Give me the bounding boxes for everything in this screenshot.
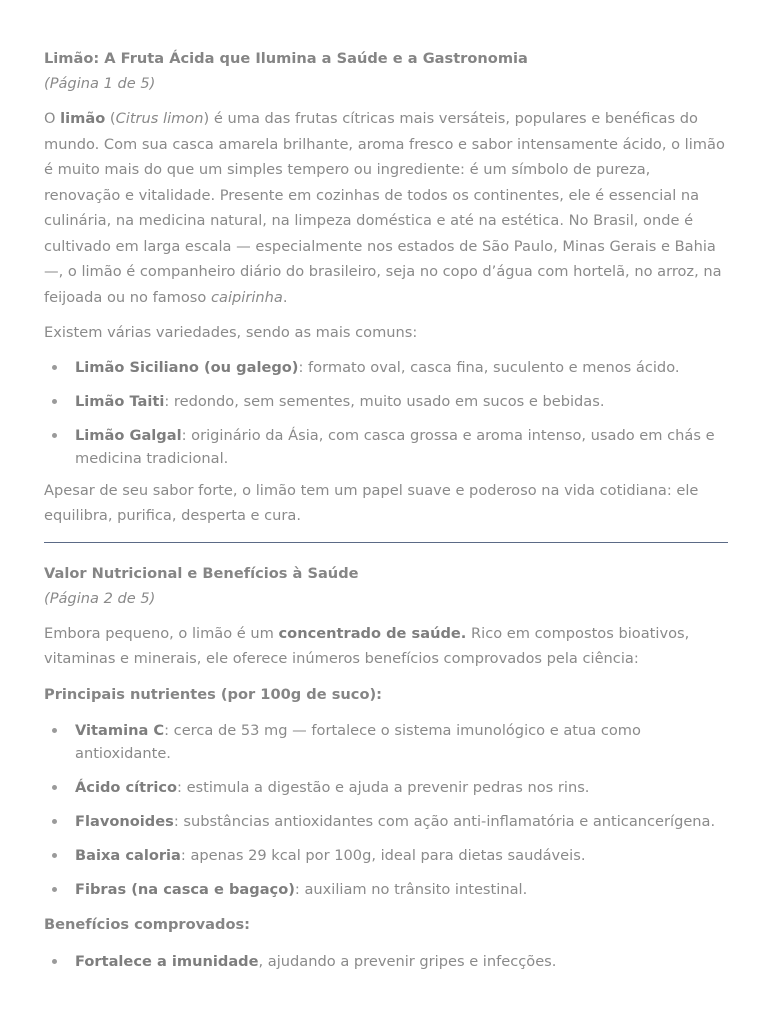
scientific-name: Citrus limon [115, 110, 204, 127]
benefits-heading: Benefícios comprovados: [44, 916, 251, 933]
concentrado-term: concentrado de saúde. [278, 624, 467, 642]
document-content [44, 46, 728, 984]
benefits-list [44, 950, 728, 973]
section2-title: Valor Nutricional e Benefícios à Saúde [44, 564, 359, 582]
list-item: Fibras (na casca e bagaço): auxiliam no trânsito intestinal. [44, 878, 728, 901]
list-item: Ácido cítrico: estimula a digestão e ajuda a prevenir pedras nos rins. [44, 776, 728, 799]
list-item: Baixa caloria: apenas 29 kcal por 100g, ideal para dietas saudáveis. [44, 844, 728, 867]
section2-intro-paragraph: Embora pequeno, o limão é um concentrado de saúde. Rico em compostos bioativos, vitaminas e minerais, ele oferece inúmeros benefícios comprovados pela ciência: [44, 624, 690, 667]
list-item: Limão Galgal: originário da Ásia, com casca grossa e aroma intenso, usado em chás e medicina tradicional. [44, 424, 728, 470]
list-item: Limão Siciliano (ou galego): formato oval, casca fina, suculento e menos ácido. [44, 356, 728, 379]
list-item: Fortalece a imunidade, ajudando a prevenir gripes e infecções. [44, 950, 728, 973]
limao-term: limão [60, 110, 106, 127]
section1-intro-paragraph: O limão (Citrus limon) é uma das frutas cítricas mais versáteis, populares e benéficas do mundo. Com sua casca amarela brilhante, aroma fresco e sabor intensamente ácido, o limão é muito mais do que um simples tempero ou ingrediente: é um símbolo de pureza, renovação e vitalidade. Presente em cozinhas de todos os continentes, ele é essencial na culinária, na medicina natural, na limpeza doméstica e até na estética. No Brasil, onde é cultivado em larga escala — especialmente nos estados de São Paulo, Minas Gerais e Bahia —, o limão é companheiro diário do brasileiro, seja no copo d’água com hortelã, no arroz, na feijoada ou no famoso caipirinha. [44, 110, 725, 306]
varieties-intro: Existem várias variedades, sendo as mais comuns: [44, 324, 418, 341]
caipirinha-term: caipirinha [210, 288, 283, 306]
varieties-list [44, 356, 728, 470]
list-item: Limão Taiti: redondo, sem sementes, muito usado em sucos e bebidas. [44, 390, 728, 413]
list-item: Vitamina C: cerca de 53 mg — fortalece o sistema imunológico e atua como antioxidante. [44, 719, 728, 765]
section1-closing: Apesar de seu sabor forte, o limão tem um papel suave e poderoso na vida cotidiana: ele equilibra, purifica, desperta e cura. [44, 481, 699, 524]
list-item: Flavonoides: substâncias antioxidantes com ação anti-inflamatória e anticancerígena. [44, 810, 728, 833]
section1-title: Limão: A Fruta Ácida que Ilumina a Saúde e a Gastronomia [44, 50, 528, 67]
section2-page-number: (Página 2 de 5) [44, 589, 156, 607]
section-divider [44, 542, 728, 543]
section1-page-number: (Página 1 de 5) [44, 75, 156, 92]
nutrients-list [44, 719, 728, 901]
nutrients-heading: Principais nutrientes (por 100g de suco): [44, 685, 382, 703]
